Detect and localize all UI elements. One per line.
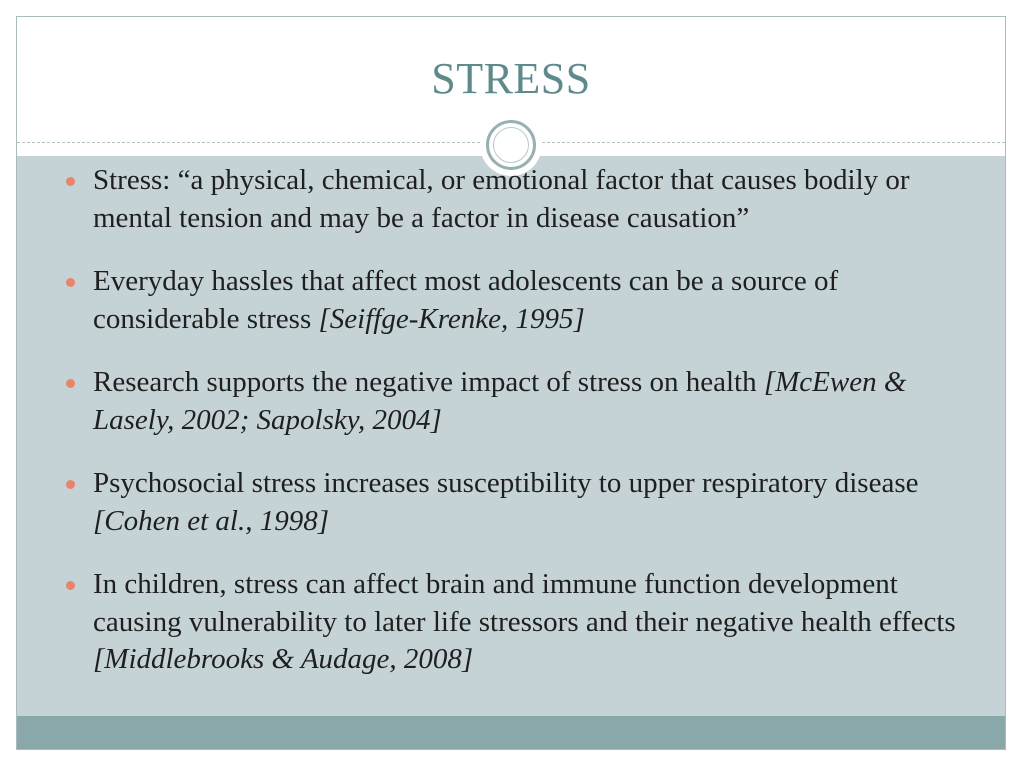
bullet-text: In children, stress can affect brain and immune function development causing vulnerability to later life stressors and their negative health effects: [93, 568, 956, 638]
slide-title: STRESS: [431, 54, 591, 103]
bullet-citation: [Seiffge-Krenke, 1995]: [318, 302, 585, 335]
bullet-item: [17, 263, 1005, 338]
bullet-citation: [McEwen & Lasely, 2002; Sapolsky, 2004]: [93, 366, 907, 436]
bullet-text: Everyday hassles that affect most adolescents can be a source of considerable stress: [93, 265, 839, 335]
bullet-item: [17, 465, 1005, 540]
bullet-list: [17, 162, 1005, 705]
bullet-item: [17, 162, 1005, 237]
bullet-citation: [Cohen et al., 1998]: [93, 504, 330, 537]
ornament-inner-ring: [493, 127, 529, 163]
bullet-dot-icon: [66, 177, 75, 186]
bullet-dot-icon: [66, 581, 75, 590]
bullet-text: Psychosocial stress increases susceptibility to upper respiratory disease: [93, 467, 919, 499]
footer-bar: [17, 716, 1005, 750]
bullet-item: [17, 566, 1005, 679]
bullet-text: Research supports the negative impact of stress on health: [93, 366, 764, 398]
bullet-dot-icon: [66, 480, 75, 489]
bullet-dot-icon: [66, 379, 75, 388]
bullet-dot-icon: [66, 278, 75, 287]
bullet-item: [17, 364, 1005, 439]
bullet-citation: [Middlebrooks & Audage, 2008]: [93, 643, 474, 675]
slide: [16, 16, 1006, 750]
bullet-text: Stress: “a physical, chemical, or emotional factor that causes bodily or mental tension and may be a factor in disease causation”: [93, 164, 910, 234]
